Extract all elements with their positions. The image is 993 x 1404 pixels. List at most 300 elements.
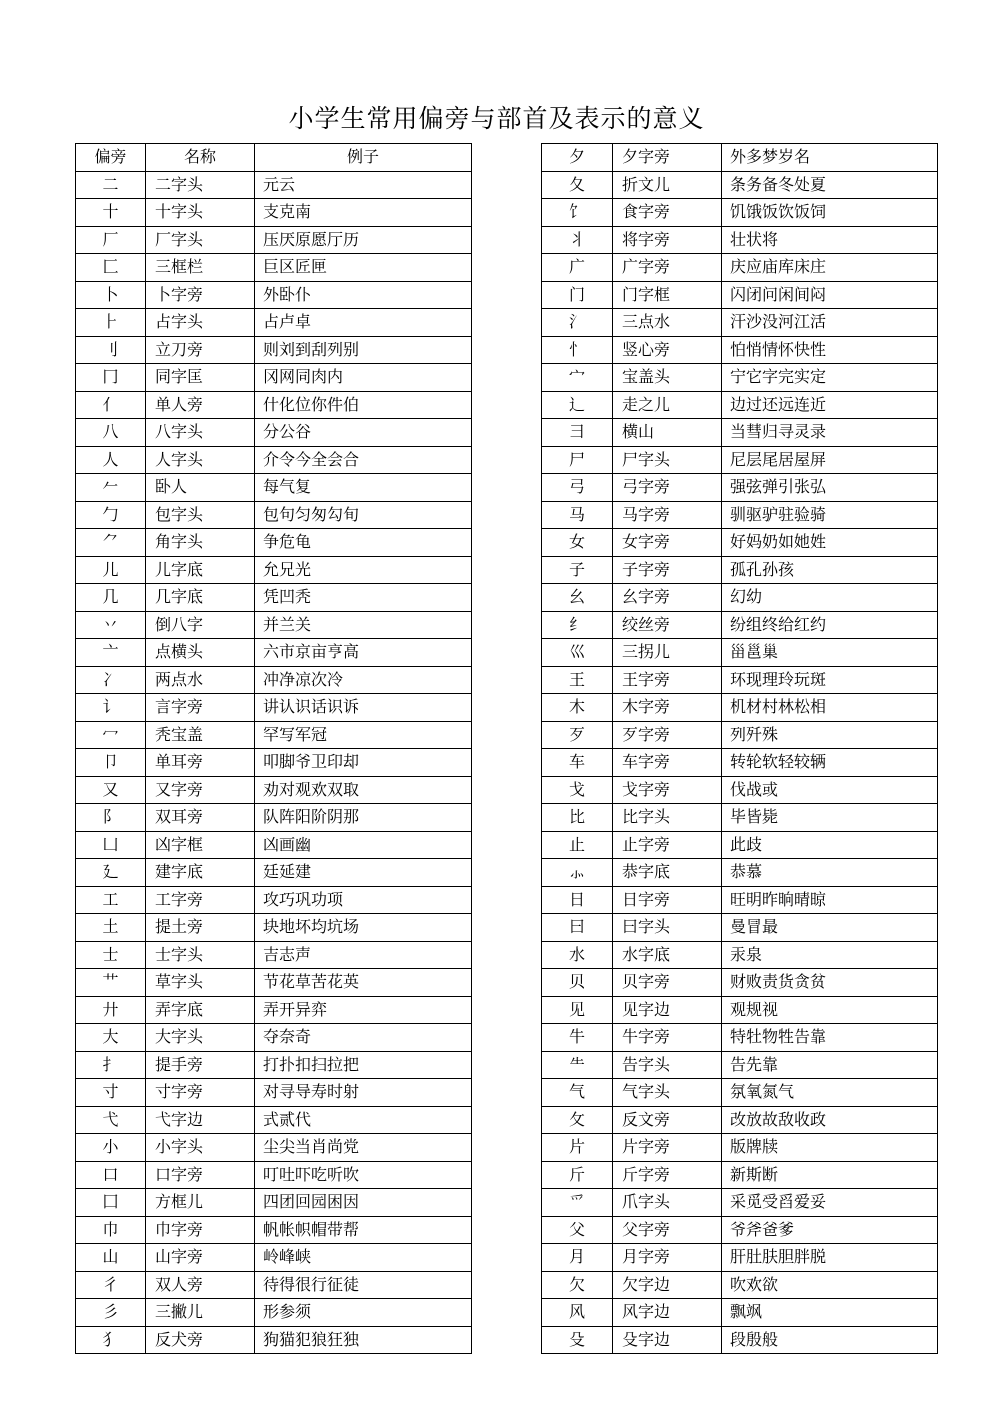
table-row [542, 336, 938, 364]
examples-cell: 特牡物牲告靠 [722, 1024, 938, 1052]
examples-cell: 吉志声 [255, 941, 472, 969]
table-row [76, 721, 472, 749]
examples-cell: 形参须 [255, 1299, 472, 1327]
radical-cell: 山 [76, 1244, 146, 1272]
name-cell: 山字旁 [146, 1244, 255, 1272]
table-row [542, 831, 938, 859]
radical-cell: 刂 [76, 336, 146, 364]
table-row [542, 804, 938, 832]
radical-cell: 片 [542, 1134, 613, 1162]
name-cell: 士字头 [146, 941, 255, 969]
table-row [76, 831, 472, 859]
name-cell: 风字边 [613, 1299, 722, 1327]
table-row [542, 941, 938, 969]
table-row [76, 584, 472, 612]
examples-cell: 包句匀匆勾旬 [255, 501, 472, 529]
name-cell: 秃宝盖 [146, 721, 255, 749]
name-cell: 草字头 [146, 969, 255, 997]
examples-cell: 庆应庙库床庄 [722, 254, 938, 282]
examples-cell: 此歧 [722, 831, 938, 859]
examples-cell: 条务备冬处夏 [722, 171, 938, 199]
radical-cell: 讠 [76, 694, 146, 722]
radical-cell: 囗 [76, 1189, 146, 1217]
name-cell: 门字框 [613, 281, 722, 309]
table-row [542, 1326, 938, 1354]
radical-cell: 车 [542, 749, 613, 777]
radical-cell: 阝 [76, 804, 146, 832]
name-cell: 儿字底 [146, 556, 255, 584]
table-row [76, 1161, 472, 1189]
examples-cell: 并兰关 [255, 611, 472, 639]
name-cell: 小字头 [146, 1134, 255, 1162]
radical-cell: 牛 [542, 1024, 613, 1052]
table-row [542, 446, 938, 474]
radical-cell: 纟 [542, 611, 613, 639]
radical-cell: 匚 [76, 254, 146, 282]
table-row [76, 1079, 472, 1107]
radical-cell: ⺈ [76, 529, 146, 557]
name-cell: 父字旁 [613, 1216, 722, 1244]
radical-cell: 儿 [76, 556, 146, 584]
table-row [76, 1299, 472, 1327]
examples-cell: 列歼殊 [722, 721, 938, 749]
radical-cell: 氵 [542, 309, 613, 337]
header-examples: 例子 [255, 144, 472, 172]
table-row [542, 721, 938, 749]
examples-cell: 压厌原愿厅历 [255, 226, 472, 254]
examples-cell: 允兄光 [255, 556, 472, 584]
examples-cell: 怕悄情怀快性 [722, 336, 938, 364]
examples-cell: 式贰代 [255, 1106, 472, 1134]
name-cell: 比字头 [613, 804, 722, 832]
radical-cell: 门 [542, 281, 613, 309]
radical-cell: 𠂉 [76, 474, 146, 502]
radical-cell: 彳 [76, 1271, 146, 1299]
table-row [76, 914, 472, 942]
examples-cell: 介令今全会合 [255, 446, 472, 474]
table-row [542, 1271, 938, 1299]
name-cell: 弓字旁 [613, 474, 722, 502]
examples-cell: 边过还远连近 [722, 391, 938, 419]
table-row [542, 1244, 938, 1272]
radical-cell: 比 [542, 804, 613, 832]
radical-cell: 马 [542, 501, 613, 529]
examples-cell: 伐战或 [722, 776, 938, 804]
table-row [542, 529, 938, 557]
examples-cell: 凶画幽 [255, 831, 472, 859]
examples-cell: 夺奈奇 [255, 1024, 472, 1052]
table-row [76, 419, 472, 447]
radical-cell: 丷 [76, 611, 146, 639]
name-cell: 告字头 [613, 1051, 722, 1079]
radical-cell: 月 [542, 1244, 613, 1272]
table-row [76, 309, 472, 337]
table-row [542, 1079, 938, 1107]
name-cell: 日字旁 [613, 886, 722, 914]
radical-cell: 王 [542, 666, 613, 694]
examples-cell: 罕写军冠 [255, 721, 472, 749]
examples-cell: 岭峰峡 [255, 1244, 472, 1272]
examples-cell: 闪闭问闲间闷 [722, 281, 938, 309]
table-row [542, 199, 938, 227]
table-row [76, 1271, 472, 1299]
table-row [542, 254, 938, 282]
page-title: 小学生常用偏旁与部首及表示的意义 [288, 104, 705, 133]
radical-cell: 尸 [542, 446, 613, 474]
name-cell: 反犬旁 [146, 1326, 255, 1354]
table-row [542, 969, 938, 997]
radical-cell: 寸 [76, 1079, 146, 1107]
table-row [542, 639, 938, 667]
table-row [76, 776, 472, 804]
radical-cell: 八 [76, 419, 146, 447]
name-cell: 角字头 [146, 529, 255, 557]
table-row [76, 474, 472, 502]
table-row [76, 446, 472, 474]
name-cell: 几字底 [146, 584, 255, 612]
radical-cell: 口 [76, 1161, 146, 1189]
table-row [542, 1024, 938, 1052]
table-row [76, 666, 472, 694]
radical-cell: 冖 [76, 721, 146, 749]
radical-cell: 卜 [76, 281, 146, 309]
table-row [76, 254, 472, 282]
examples-cell: 观规视 [722, 996, 938, 1024]
header-name: 名称 [146, 144, 255, 172]
examples-cell: 宁它字完实定 [722, 364, 938, 392]
radical-cell: 犭 [76, 1326, 146, 1354]
radical-cell: 欠 [542, 1271, 613, 1299]
radical-cell: 幺 [542, 584, 613, 612]
examples-cell: 强弦弹引张弘 [722, 474, 938, 502]
table-row [542, 1106, 938, 1134]
examples-cell: 狗猫犯狼狂独 [255, 1326, 472, 1354]
table-row [76, 391, 472, 419]
radical-cell: ⺗ [542, 859, 613, 887]
radical-cell: 亠 [76, 639, 146, 667]
name-cell: 凶字框 [146, 831, 255, 859]
table-row [542, 226, 938, 254]
name-cell: 三撇儿 [146, 1299, 255, 1327]
examples-cell: 甾邕巢 [722, 639, 938, 667]
radical-cell: 巛 [542, 639, 613, 667]
examples-cell: 旺明昨晌晴晾 [722, 886, 938, 914]
name-cell: 竖心旁 [613, 336, 722, 364]
name-cell: 三点水 [613, 309, 722, 337]
table-row [76, 749, 472, 777]
name-cell: 倒八字 [146, 611, 255, 639]
examples-cell: 凭凹秃 [255, 584, 472, 612]
name-cell: 反文旁 [613, 1106, 722, 1134]
name-cell: 曰字头 [613, 914, 722, 942]
examples-cell: 弄开异弈 [255, 996, 472, 1024]
name-cell: 人字头 [146, 446, 255, 474]
table-header-row [76, 144, 472, 172]
table-row [542, 1189, 938, 1217]
examples-cell: 外多梦岁名 [722, 144, 938, 172]
examples-cell: 采觅受舀爱妥 [722, 1189, 938, 1217]
name-cell: 止字旁 [613, 831, 722, 859]
radical-cell: 小 [76, 1134, 146, 1162]
radical-cell: 工 [76, 886, 146, 914]
name-cell: 双耳旁 [146, 804, 255, 832]
table-row [542, 556, 938, 584]
examples-cell: 什化位你件伯 [255, 391, 472, 419]
examples-cell: 孤孔孙孩 [722, 556, 938, 584]
radical-cell: 水 [542, 941, 613, 969]
examples-cell: 段殷般 [722, 1326, 938, 1354]
radical-cell: 厂 [76, 226, 146, 254]
name-cell: 单耳旁 [146, 749, 255, 777]
table-row [76, 886, 472, 914]
radical-cell: 凵 [76, 831, 146, 859]
name-cell: 水字底 [613, 941, 722, 969]
radical-cell: 父 [542, 1216, 613, 1244]
name-cell: 巾字旁 [146, 1216, 255, 1244]
table-row [76, 694, 472, 722]
radical-cell: 大 [76, 1024, 146, 1052]
examples-cell: 版牌牍 [722, 1134, 938, 1162]
radical-cell: 几 [76, 584, 146, 612]
examples-cell: 吹欢欲 [722, 1271, 938, 1299]
radical-cell: 日 [542, 886, 613, 914]
table-row [542, 886, 938, 914]
name-cell: 提土旁 [146, 914, 255, 942]
name-cell: 斤字旁 [613, 1161, 722, 1189]
radical-cell: ⺊ [76, 309, 146, 337]
name-cell: 爪字头 [613, 1189, 722, 1217]
examples-cell: 冈网同肉内 [255, 364, 472, 392]
radical-cell: 爫 [542, 1189, 613, 1217]
radical-cell: 艹 [76, 969, 146, 997]
table-row [542, 1299, 938, 1327]
examples-cell: 转轮软轻较辆 [722, 749, 938, 777]
table-row [76, 556, 472, 584]
name-cell: 木字旁 [613, 694, 722, 722]
table-row [76, 529, 472, 557]
radical-cell: 气 [542, 1079, 613, 1107]
table-row [542, 281, 938, 309]
table-row [76, 639, 472, 667]
radical-cell: 攵 [542, 1106, 613, 1134]
radical-cell: 廴 [76, 859, 146, 887]
table-row [76, 804, 472, 832]
radical-cell: 止 [542, 831, 613, 859]
name-cell: 厂字头 [146, 226, 255, 254]
radical-cell: 廾 [76, 996, 146, 1024]
examples-cell: 占卢卓 [255, 309, 472, 337]
name-cell: 折文儿 [613, 171, 722, 199]
radical-cell: 忄 [542, 336, 613, 364]
examples-cell: 每气复 [255, 474, 472, 502]
table-row [542, 391, 938, 419]
examples-cell: 支克南 [255, 199, 472, 227]
table-row [76, 1326, 472, 1354]
table-row [542, 144, 938, 172]
name-cell: 三拐儿 [613, 639, 722, 667]
examples-cell: 环现理玲玩斑 [722, 666, 938, 694]
examples-cell: 驯驱驴驻验骑 [722, 501, 938, 529]
examples-cell: 机材村林松相 [722, 694, 938, 722]
radical-cell: 殳 [542, 1326, 613, 1354]
name-cell: 提手旁 [146, 1051, 255, 1079]
radical-cell: 扌 [76, 1051, 146, 1079]
examples-cell: 四团回园困因 [255, 1189, 472, 1217]
name-cell: 女字旁 [613, 529, 722, 557]
table-row [542, 1051, 938, 1079]
examples-cell: 叩脚爷卫印却 [255, 749, 472, 777]
table-row [76, 281, 472, 309]
examples-cell: 毕皆毙 [722, 804, 938, 832]
radical-cell: 又 [76, 776, 146, 804]
name-cell: 二字头 [146, 171, 255, 199]
radical-cell: 风 [542, 1299, 613, 1327]
table-row [76, 501, 472, 529]
header-radical: 偏旁 [76, 144, 146, 172]
examples-cell: 好妈奶如她姓 [722, 529, 938, 557]
name-cell: 弄字底 [146, 996, 255, 1024]
examples-cell: 财败责货贪贫 [722, 969, 938, 997]
table-row [542, 364, 938, 392]
name-cell: 马字旁 [613, 501, 722, 529]
radical-cell: 子 [542, 556, 613, 584]
name-cell: 牛字旁 [613, 1024, 722, 1052]
table-row [542, 776, 938, 804]
name-cell: 工字旁 [146, 886, 255, 914]
name-cell: 歹字旁 [613, 721, 722, 749]
name-cell: 寸字旁 [146, 1079, 255, 1107]
table-row [76, 996, 472, 1024]
examples-cell: 肝肚肤胆胖脱 [722, 1244, 938, 1272]
examples-cell: 帆帐帜帽带帮 [255, 1216, 472, 1244]
examples-cell: 氛氧氮气 [722, 1079, 938, 1107]
examples-cell: 尼层尾居屋屏 [722, 446, 938, 474]
table-row [76, 1106, 472, 1134]
name-cell: 建字底 [146, 859, 255, 887]
table-row [542, 749, 938, 777]
name-cell: 十字头 [146, 199, 255, 227]
radical-cell: 女 [542, 529, 613, 557]
name-cell: 两点水 [146, 666, 255, 694]
examples-cell: 告先靠 [722, 1051, 938, 1079]
radical-cell: 歹 [542, 721, 613, 749]
table-row [76, 611, 472, 639]
name-cell: 王字旁 [613, 666, 722, 694]
name-cell: 走之儿 [613, 391, 722, 419]
name-cell: 八字头 [146, 419, 255, 447]
radical-cell: 夂 [542, 171, 613, 199]
table-row [76, 1189, 472, 1217]
examples-cell: 劝对观欢双取 [255, 776, 472, 804]
table-row [542, 611, 938, 639]
examples-cell: 当彗归寻灵录 [722, 419, 938, 447]
radical-cell: 亻 [76, 391, 146, 419]
radical-cell: 弓 [542, 474, 613, 502]
radical-table-left [75, 143, 472, 1354]
radical-cell: 弋 [76, 1106, 146, 1134]
examples-cell: 攻巧巩功项 [255, 886, 472, 914]
radical-cell: 彐 [542, 419, 613, 447]
radical-cell: 勹 [76, 501, 146, 529]
name-cell: 欠字边 [613, 1271, 722, 1299]
name-cell: 言字旁 [146, 694, 255, 722]
radical-cell: 二 [76, 171, 146, 199]
name-cell: 点横头 [146, 639, 255, 667]
radical-cell: 巾 [76, 1216, 146, 1244]
name-cell: 占字头 [146, 309, 255, 337]
examples-cell: 纷组终给红约 [722, 611, 938, 639]
examples-cell: 争危龟 [255, 529, 472, 557]
name-cell: 宝盖头 [613, 364, 722, 392]
examples-cell: 对寻导寿时射 [255, 1079, 472, 1107]
name-cell: 横山 [613, 419, 722, 447]
examples-cell: 廷延建 [255, 859, 472, 887]
table-row [76, 1134, 472, 1162]
examples-cell: 元云 [255, 171, 472, 199]
table-row [76, 171, 472, 199]
examples-cell: 恭慕 [722, 859, 938, 887]
name-cell: 片字旁 [613, 1134, 722, 1162]
radical-cell: 冫 [76, 666, 146, 694]
table-row [76, 1051, 472, 1079]
name-cell: 月字旁 [613, 1244, 722, 1272]
table-row [76, 226, 472, 254]
name-cell: 幺字旁 [613, 584, 722, 612]
name-cell: 立刀旁 [146, 336, 255, 364]
examples-cell: 新斯断 [722, 1161, 938, 1189]
examples-cell: 待得很行征徒 [255, 1271, 472, 1299]
radical-cell: 丬 [542, 226, 613, 254]
table-row [542, 1161, 938, 1189]
name-cell: 食字旁 [613, 199, 722, 227]
table-row [76, 941, 472, 969]
examples-cell: 叮吐吓吃听吹 [255, 1161, 472, 1189]
examples-cell: 讲认识话识诉 [255, 694, 472, 722]
table-row [542, 666, 938, 694]
examples-cell: 节花草苦花英 [255, 969, 472, 997]
examples-cell: 队阵阳阶阴那 [255, 804, 472, 832]
name-cell: 口字旁 [146, 1161, 255, 1189]
name-cell: 戈字旁 [613, 776, 722, 804]
radical-cell: 辶 [542, 391, 613, 419]
name-cell: 三框栏 [146, 254, 255, 282]
name-cell: 将字旁 [613, 226, 722, 254]
table-row [542, 474, 938, 502]
name-cell: 广字旁 [613, 254, 722, 282]
examples-cell: 爷斧爸爹 [722, 1216, 938, 1244]
examples-cell: 幻幼 [722, 584, 938, 612]
table-row [542, 171, 938, 199]
radical-cell: 宀 [542, 364, 613, 392]
name-cell: 见字边 [613, 996, 722, 1024]
examples-cell: 打扑扣扫拉把 [255, 1051, 472, 1079]
name-cell: 车字旁 [613, 749, 722, 777]
examples-cell: 则刘到刮列别 [255, 336, 472, 364]
table-row [542, 309, 938, 337]
name-cell: 恭字底 [613, 859, 722, 887]
name-cell: 夕字旁 [613, 144, 722, 172]
table-row [542, 859, 938, 887]
examples-cell: 改放故敌收政 [722, 1106, 938, 1134]
table-row [542, 996, 938, 1024]
radical-cell: 卩 [76, 749, 146, 777]
table-row [542, 584, 938, 612]
examples-cell: 尘尖当肖尚党 [255, 1134, 472, 1162]
radical-cell: 木 [542, 694, 613, 722]
radical-cell: 见 [542, 996, 613, 1024]
name-cell: 气字头 [613, 1079, 722, 1107]
examples-cell: 汗沙没河江活 [722, 309, 938, 337]
